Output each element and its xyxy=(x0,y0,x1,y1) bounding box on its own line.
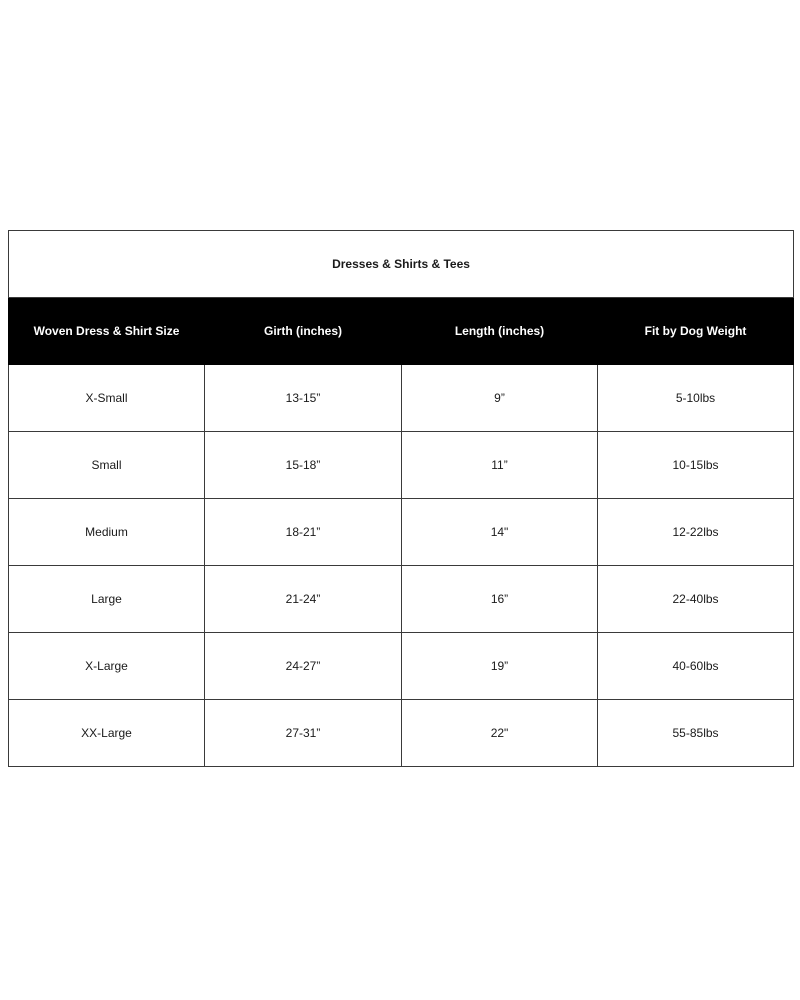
girth-cell: 27-31” xyxy=(205,700,402,767)
size-chart-table xyxy=(8,230,794,767)
weight-cell: 22-40lbs xyxy=(598,566,794,633)
column-header-weight: Fit by Dog Weight xyxy=(598,298,794,365)
table-row xyxy=(9,499,794,566)
weight-cell: 12-22lbs xyxy=(598,499,794,566)
weight-cell: 40-60lbs xyxy=(598,633,794,700)
weight-cell: 5-10lbs xyxy=(598,365,794,432)
girth-cell: 21-24” xyxy=(205,566,402,633)
chart-title: Dresses & Shirts & Tees xyxy=(9,231,794,298)
length-cell: 16” xyxy=(402,566,598,633)
table-row xyxy=(9,700,794,767)
length-cell: 14" xyxy=(402,499,598,566)
size-cell: Large xyxy=(9,566,205,633)
girth-cell: 24-27” xyxy=(205,633,402,700)
size-cell: Small xyxy=(9,432,205,499)
column-header-size: Woven Dress & Shirt Size xyxy=(9,298,205,365)
girth-cell: 13-15” xyxy=(205,365,402,432)
table-row xyxy=(9,365,794,432)
table-row xyxy=(9,633,794,700)
length-cell: 9” xyxy=(402,365,598,432)
column-header-row xyxy=(9,298,794,365)
size-cell: X-Small xyxy=(9,365,205,432)
weight-cell: 10-15lbs xyxy=(598,432,794,499)
size-cell: X-Large xyxy=(9,633,205,700)
length-cell: 11” xyxy=(402,432,598,499)
girth-cell: 18-21” xyxy=(205,499,402,566)
table-row xyxy=(9,432,794,499)
length-cell: 19” xyxy=(402,633,598,700)
table-row xyxy=(9,566,794,633)
length-cell: 22" xyxy=(402,700,598,767)
column-header-girth: Girth (inches) xyxy=(205,298,402,365)
weight-cell: 55-85lbs xyxy=(598,700,794,767)
girth-cell: 15-18” xyxy=(205,432,402,499)
chart-title-row xyxy=(9,231,794,298)
column-header-length: Length (inches) xyxy=(402,298,598,365)
size-cell: XX-Large xyxy=(9,700,205,767)
size-cell: Medium xyxy=(9,499,205,566)
